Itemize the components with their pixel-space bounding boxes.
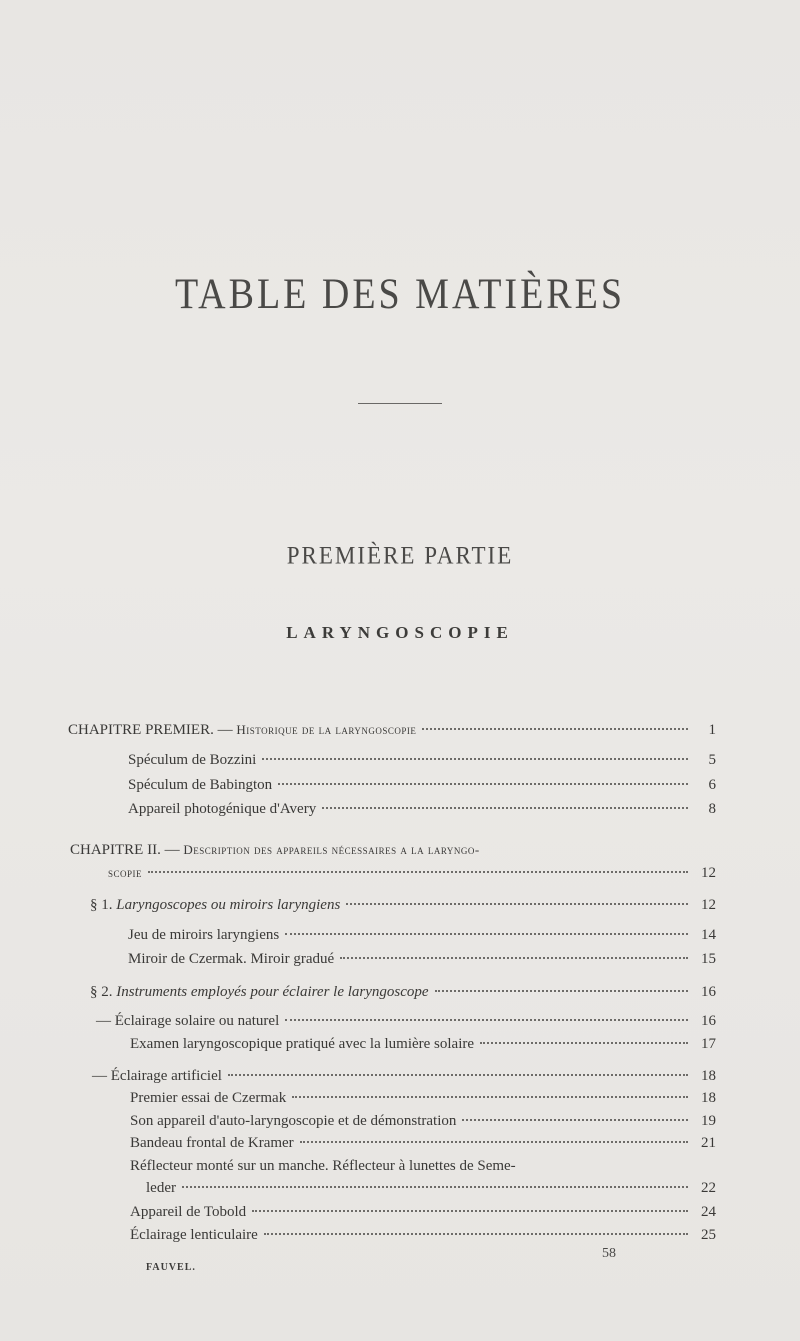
toc-entry-title: Spéculum de Bozzini (128, 752, 257, 768)
toc-entry-page: 8 (708, 801, 716, 817)
toc-entry-title: Miroir de Czermak. Miroir gradué (128, 951, 335, 967)
toc-entry-title: Appareil de Tobold (130, 1204, 247, 1220)
toc-entry-page: 21 (701, 1135, 716, 1151)
toc-entry-page: 6 (708, 777, 716, 793)
toc-entry-title: Réflecteur monté sur un manche. Réflecteur à lunettes de Seme- (130, 1158, 516, 1174)
toc-entry (130, 1113, 716, 1135)
toc-entry-page: 24 (701, 1204, 716, 1220)
toc-entry-title: Appareil photogénique d'Avery (128, 801, 317, 817)
toc-entry-title: — Éclairage solaire ou naturel (96, 1013, 280, 1029)
dot-leader (346, 903, 688, 905)
toc-entry-page: 12 (701, 865, 716, 881)
toc-entry-prefix: § 1. (90, 897, 117, 913)
toc-entry-title: — Éclairage artificiel (92, 1068, 222, 1084)
title-divider (358, 403, 442, 404)
toc-entry-page: 18 (701, 1068, 716, 1084)
toc-entry-title: Jeu de miroirs laryngiens (128, 927, 280, 943)
toc-entry-page: 25 (701, 1227, 716, 1243)
dot-leader (300, 1141, 688, 1143)
toc-entry (128, 801, 716, 823)
dot-leader (228, 1074, 688, 1076)
dot-leader (252, 1210, 688, 1212)
toc-entry-chapter-2 (70, 842, 716, 864)
toc-entry-page: 14 (701, 927, 716, 943)
toc-entry-title: Instruments employés pour éclairer le laryngoscope (116, 984, 429, 1000)
dot-leader (285, 933, 688, 935)
toc-entry (128, 927, 716, 949)
toc-entry-title: Examen laryngoscopique pratiqué avec la lumière solaire (130, 1036, 475, 1052)
toc-entry-prefix: § 2. (90, 984, 117, 1000)
toc-entry-title: scopie (108, 865, 143, 880)
toc-entry-page: 16 (701, 1013, 716, 1029)
footer-signature-mark: 58 (602, 1246, 616, 1261)
toc-entry-page: 17 (701, 1036, 716, 1052)
toc-entry (108, 865, 716, 887)
toc-entry (130, 1135, 716, 1157)
toc-entry-prefix: CHAPITRE PREMIER. — (68, 722, 237, 738)
toc-entry (130, 1158, 716, 1180)
dot-leader (480, 1042, 688, 1044)
dot-leader (435, 990, 688, 992)
toc-entry-page: 16 (701, 984, 716, 1000)
toc-entry-section-1 (90, 897, 716, 919)
toc-entry (130, 1036, 716, 1058)
toc-entry (96, 1013, 716, 1035)
toc-entry (130, 1227, 716, 1249)
toc-entry-title: Spéculum de Babington (128, 777, 273, 793)
toc-entry-title: Description des appareils nécessaires a la laryngo- (183, 842, 480, 857)
toc-entry-page: 5 (708, 752, 716, 768)
dot-leader (285, 1019, 688, 1021)
toc-entry (92, 1068, 716, 1090)
toc-entry-prefix: CHAPITRE II. — (70, 842, 184, 858)
dot-leader (422, 728, 688, 730)
part-subtitle: LARYNGOSCOPIE (286, 623, 514, 642)
toc-entry-title: Éclairage lenticulaire (130, 1227, 258, 1243)
dot-leader (292, 1096, 688, 1098)
toc-entry (128, 777, 716, 799)
toc-entry (130, 1090, 716, 1112)
part-heading: PREMIÈRE PARTIE (286, 541, 514, 570)
toc-entry-title: Bandeau frontal de Kramer (130, 1135, 294, 1151)
dot-leader (182, 1186, 688, 1188)
toc-entry-title: leder (146, 1180, 176, 1196)
dot-leader (278, 783, 688, 785)
toc-entry-title: Premier essai de Czermak (130, 1090, 287, 1106)
toc-entry-title: Laryngoscopes ou miroirs laryngiens (116, 897, 341, 913)
dot-leader (148, 871, 688, 873)
dot-leader (462, 1119, 688, 1121)
toc-entry-title: Son appareil d'auto-laryngoscopie et de démonstration (130, 1113, 457, 1129)
toc-entry-page: 18 (701, 1090, 716, 1106)
toc-entry-page: 1 (708, 722, 716, 738)
dot-leader (322, 807, 688, 809)
toc-entry-page: 12 (701, 897, 716, 913)
toc-entry (146, 1180, 716, 1202)
toc-entry-title: Historique de la laryngoscopie (236, 722, 417, 737)
footer-author: FAUVEL. (146, 1262, 196, 1273)
dot-leader (264, 1233, 688, 1235)
dot-leader (262, 758, 688, 760)
toc-entry-section-2 (90, 984, 716, 1006)
toc-entry (128, 951, 716, 973)
toc-entry (130, 1204, 716, 1226)
toc-entry (128, 752, 716, 774)
toc-entry-chapter-1 (68, 722, 716, 744)
dot-leader (340, 957, 688, 959)
toc-entry-page: 22 (701, 1180, 716, 1196)
toc-entry-page: 15 (701, 951, 716, 967)
page-title: TABLE DES MATIÈRES (175, 269, 625, 319)
toc-entry-page: 19 (701, 1113, 716, 1129)
